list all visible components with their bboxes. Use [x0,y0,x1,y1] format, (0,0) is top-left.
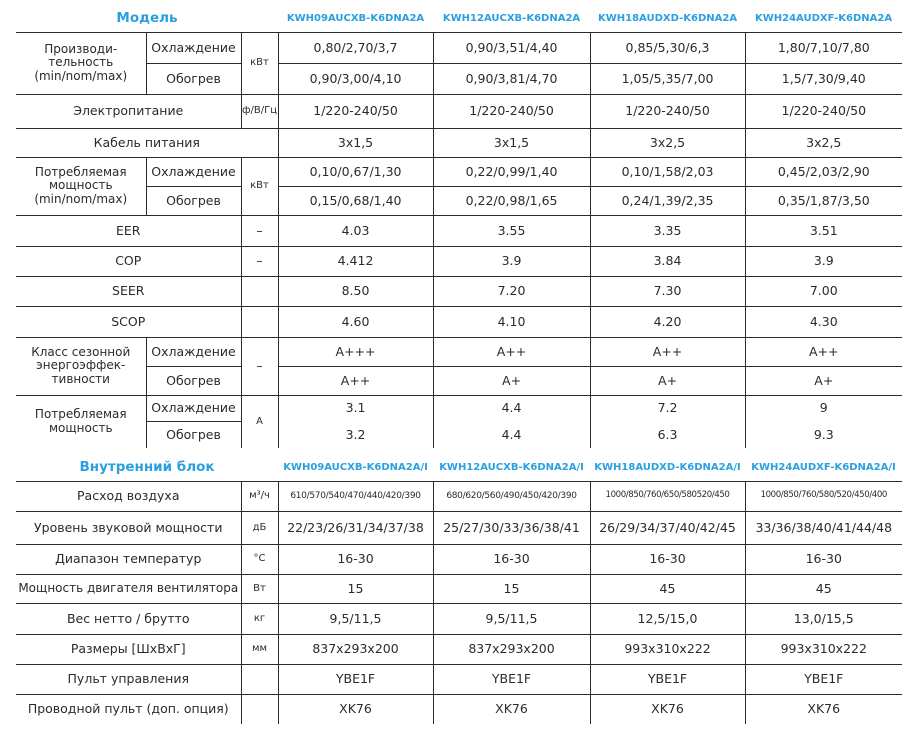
wired-remote-unit-cell [241,694,278,724]
cable-cell: 3x1,5 [278,128,433,157]
weight-cell: 9,5/11,5 [278,603,433,634]
temp-range-label: Диапазон температур [16,544,241,574]
cop-cell: 4.412 [278,246,433,276]
noise-row [16,511,902,544]
consumption-cooling-cell: 0,10/0,67/1,30 [278,157,433,186]
fan-power-row [16,574,902,603]
weight-unit: кг [241,603,278,634]
temp-range-cell: 16-30 [278,544,433,574]
class-cooling-row [16,337,902,366]
scop-unit-cell [241,306,278,337]
weight-cell: 13,0/15,5 [745,603,902,634]
fan-power-cell: 15 [433,574,590,603]
class-cooling-mode: Охлаждение [146,337,241,366]
cable-cell: 3x1,5 [433,128,590,157]
noise-cell: 33/36/38/40/41/44/48 [745,511,902,544]
class-heating-cell: A+ [745,366,902,395]
capacity-cooling-cell: 0,80/2,70/3,7 [278,32,433,63]
noise-label: Уровень звуковой мощности [16,511,241,544]
seer-cell: 7.30 [590,276,745,306]
current-heating-row [16,421,902,448]
current-heating-mode: Обогрев [146,421,241,448]
power-supply-unit: ф/В/Гц [241,94,278,128]
current-heating-cell: 4.4 [433,421,590,448]
capacity-heating-cell: 0,90/3,81/4,70 [433,63,590,94]
eer-cell: 3.51 [745,215,902,246]
scop-row [16,306,902,337]
consumption-heating-row [16,186,902,215]
airflow-cell: 610/570/540/470/440/420/390 [278,481,433,511]
fan-power-label: Мощность двигателя вентилятора [16,574,241,603]
consumption-cooling-cell: 0,45/2,03/2,90 [745,157,902,186]
cop-cell: 3.9 [745,246,902,276]
outdoor-spec-table [16,6,902,448]
power-supply-cell: 1/220-240/50 [278,94,433,128]
scop-cell: 4.30 [745,306,902,337]
weight-cell: 9,5/11,5 [433,603,590,634]
cable-row [16,128,902,157]
capacity-heating-cell: 0,90/3,00/4,10 [278,63,433,94]
scop-cell: 4.60 [278,306,433,337]
dimensions-label: Размеры [ШxВxГ] [16,634,241,664]
cable-cell: 3x2,5 [590,128,745,157]
indoor-model-2: KWH12AUCXB-K6DNA2A/I [433,455,590,481]
remote-row [16,664,902,694]
class-cooling-cell: A++ [590,337,745,366]
consumption-cooling-mode: Охлаждение [146,157,241,186]
consumption-heating-cell: 0,35/1,87/3,50 [745,186,902,215]
indoor-title: Внутренний блок [16,455,278,481]
dimensions-unit: мм [241,634,278,664]
temp-range-cell: 16-30 [590,544,745,574]
fan-power-cell: 45 [745,574,902,603]
consumption-label: Потребляемая мощность (min/nom/max) [16,157,146,215]
consumption-cooling-row [16,157,902,186]
remote-cell: YBE1F [278,664,433,694]
outdoor-model-4: KWH24AUDXF-K6DNA2A [745,6,902,32]
current-label: Потребляемая мощность [16,395,146,448]
wired-remote-cell: XK76 [807,701,841,717]
dimensions-cell: 993x310x222 [745,634,902,664]
current-cooling-mode: Охлаждение [146,395,241,421]
energy-class-label: Класс сезонной энергоэффек-тивности [16,337,146,395]
seer-cell: 7.00 [745,276,902,306]
capacity-cooling-mode: Охлаждение [146,32,241,63]
power-supply-label: Электропитание [16,94,241,128]
class-heating-cell: A+ [433,366,590,395]
outdoor-header-row [16,6,902,32]
weight-cell: 12,5/15,0 [590,603,745,634]
cop-row [16,246,902,276]
outdoor-model-1: KWH09AUCXB-K6DNA2A [278,6,433,32]
power-supply-row [16,94,902,128]
consumption-unit: кВт [241,157,278,215]
noise-cell: 25/27/30/33/36/38/41 [433,511,590,544]
temp-range-unit: °C [241,544,278,574]
class-heating-mode: Обогрев [146,366,241,395]
weight-label: Вес нетто / брутто [16,603,241,634]
eer-cell: 4.03 [278,215,433,246]
seer-unit-cell [241,276,278,306]
current-unit: А [241,395,278,448]
class-heating-row [16,366,902,395]
capacity-heating-mode: Обогрев [146,63,241,94]
scop-label: SCOP [16,306,241,337]
capacity-cooling-row [16,32,902,63]
airflow-unit: м³/ч [241,481,278,511]
noise-cell: 26/29/34/37/40/42/45 [590,511,745,544]
cop-label: COP [16,246,241,276]
class-heating-cell: A++ [278,366,433,395]
temp-range-cell: 16-30 [745,544,902,574]
capacity-cooling-cell: 1,80/7,10/7,80 [745,32,902,63]
dimensions-cell: 993x310x222 [590,634,745,664]
airflow-row [16,481,902,511]
consumption-heating-mode: Обогрев [146,186,241,215]
remote-cell: YBE1F [433,664,590,694]
power-supply-cell: 1/220-240/50 [590,94,745,128]
wired-remote-label: Проводной пульт (доп. опция) [16,694,241,724]
consumption-cooling-cell: 0,10/1,58/2,03 [590,157,745,186]
current-cooling-cell: 4.4 [433,395,590,421]
consumption-heating-cell: 0,15/0,68/1,40 [278,186,433,215]
cop-cell: 3.9 [433,246,590,276]
class-heating-cell: A+ [590,366,745,395]
eer-label: EER [16,215,241,246]
noise-unit: дБ [241,511,278,544]
power-supply-cell: 1/220-240/50 [433,94,590,128]
indoor-spec-table [16,455,902,724]
eer-cell: 3.35 [590,215,745,246]
consumption-heating-cell: 0,24/1,39/2,35 [590,186,745,215]
dimensions-cell: 837x293x200 [433,634,590,664]
seer-cell: 7.20 [433,276,590,306]
wired-remote-row [16,694,902,724]
dimensions-cell: 837x293x200 [278,634,433,664]
outdoor-title: Модель [16,6,278,32]
remote-cell: YBE1F [745,664,902,694]
outdoor-model-3: KWH18AUDXD-K6DNA2A [590,6,745,32]
cable-cell: 3x2,5 [745,128,902,157]
current-heating-cell: 3.2 [278,421,433,448]
airflow-label: Расход воздуха [16,481,241,511]
seer-cell: 8.50 [278,276,433,306]
wired-remote-cell: XK76 [278,694,433,724]
capacity-cooling-cell: 0,90/3,51/4,40 [433,32,590,63]
cable-label: Кабель питания [16,128,278,157]
remote-unit-cell [241,664,278,694]
airflow-cell: 1000/850/760/580/520/450/400 [745,481,902,511]
indoor-header-row [16,455,902,481]
scop-cell: 4.20 [590,306,745,337]
current-cooling-row [16,395,902,421]
capacity-cooling-cell: 0,85/5,30/6,3 [590,32,745,63]
wired-remote-cell: XK76 [433,694,590,724]
temp-range-cell: 16-30 [433,544,590,574]
fan-power-unit: Вт [241,574,278,603]
outdoor-model-2: KWH12AUCXB-K6DNA2A [433,6,590,32]
weight-row [16,603,902,634]
eer-unit: – [241,215,278,246]
capacity-heating-cell: 1,5/7,30/9,40 [745,63,902,94]
fan-power-cell: 15 [278,574,433,603]
consumption-heating-cell: 0,22/0,98/1,65 [433,186,590,215]
airflow-cell: 680/620/560/490/450/420/390 [433,481,590,511]
class-cooling-cell: A++ [745,337,902,366]
current-cooling-cell: 7.2 [590,395,745,421]
eer-cell: 3.55 [433,215,590,246]
consumption-cooling-cell: 0,22/0,99/1,40 [433,157,590,186]
class-cooling-cell: A++ [433,337,590,366]
indoor-model-4: KWH24AUDXF-K6DNA2A/I [745,455,902,481]
energy-class-unit: – [241,337,278,395]
capacity-unit: кВт [241,32,278,94]
cop-unit: – [241,246,278,276]
cop-cell: 3.84 [590,246,745,276]
airflow-cell: 1000/850/760/650/580520/450 [590,481,745,511]
fan-power-cell: 45 [590,574,745,603]
current-heating-cell: 6.3 [590,421,745,448]
wired-remote-cell: XK76 [590,694,745,724]
seer-label: SEER [16,276,241,306]
seer-row [16,276,902,306]
remote-cell: YBE1F [590,664,745,694]
remote-label: Пульт управления [16,664,241,694]
capacity-heating-cell: 1,05/5,35/7,00 [590,63,745,94]
scop-cell: 4.10 [433,306,590,337]
indoor-model-3: KWH18AUDXD-K6DNA2A/I [590,455,745,481]
power-supply-cell: 1/220-240/50 [745,94,902,128]
temp-range-row [16,544,902,574]
indoor-model-1: KWH09AUCXB-K6DNA2A/I [278,455,433,481]
class-cooling-cell: A+++ [278,337,433,366]
capacity-label: Производи-тельность (min/nom/max) [16,32,146,94]
current-heating-cell: 9.3 [813,426,834,442]
capacity-heating-row [16,63,902,94]
current-cooling-cell: 9 [819,400,828,416]
dimensions-row [16,634,902,664]
current-cooling-cell: 3.1 [278,395,433,421]
eer-row [16,215,902,246]
noise-cell: 22/23/26/31/34/37/38 [278,511,433,544]
